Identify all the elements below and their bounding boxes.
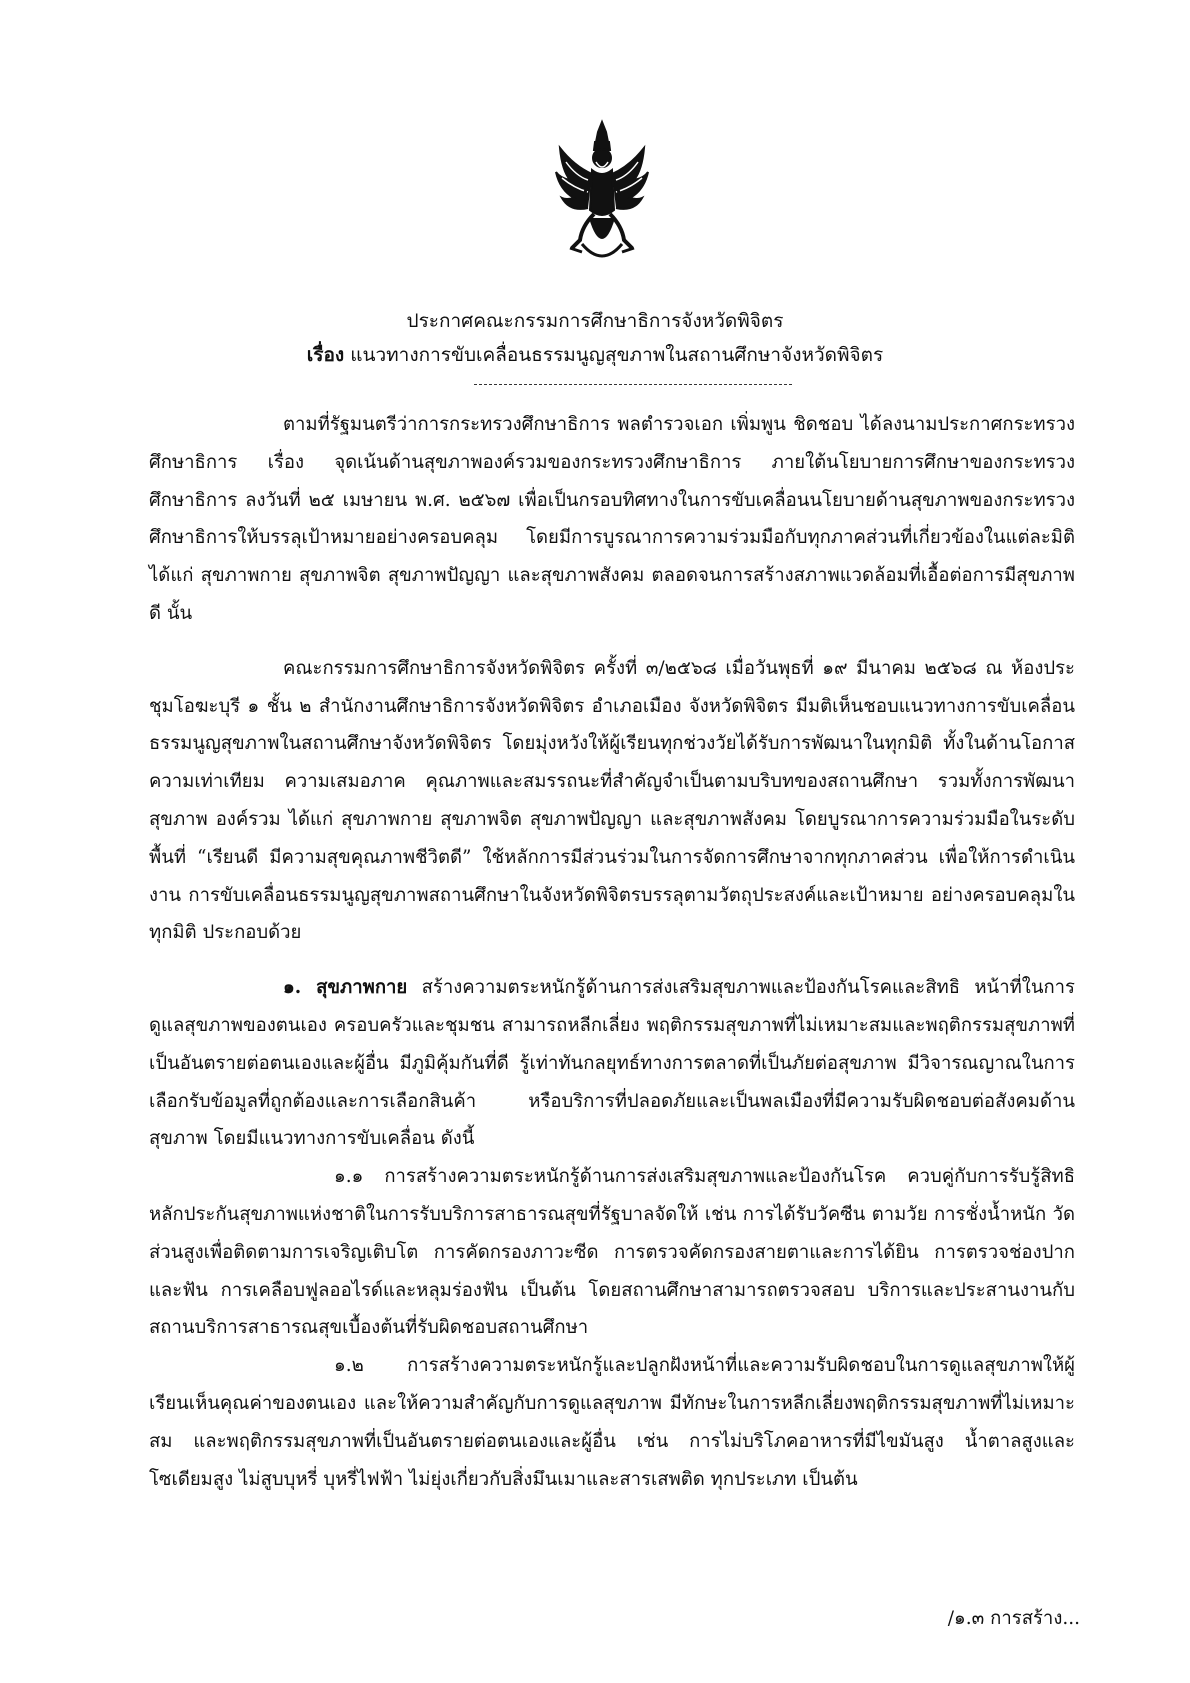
subject-label: เรื่อง xyxy=(306,344,345,366)
paragraph-1: ตามที่รัฐมนตรีว่าการกระทรวงศึกษาธิการ พลตำรวจเอก เพิ่มพูน ชิดชอบ ได้ลงนามประกาศกระทรวงศึกษาธิการ เรื่อง จุดเน้นด้านสุขภาพองค์รวมของกระทรวงศึกษาธิการ ภายใต้นโยบายการศึกษาของกระทรวงศึกษาธิการ ลงวันที่ ๒๕ เมษายน พ.ศ. ๒๕๖๗ เพื่อเป็นกรอบทิศทางในการขับเคลื่อนนโยบายด้านสุขภาพของกระทรวงศึกษาธิการให้บรรลุเป้าหมายอย่างครอบคลุม โดยมีการบูรณาการความร่วมมือกับทุกภาคส่วนที่เกี่ยวข้องในแต่ละมิติ ได้แก่ สุขภาพกาย สุขภาพจิต สุขภาพปัญญา และสุขภาพสังคม ตลอดจนการสร้างสภาพแวดล้อมที่เอื้อต่อการมีสุขภาพดี นั้น xyxy=(149,414,1075,624)
section-1-2: ๑.๒ การสร้างความตระหนักรู้และปลูกฝังหน้าที่และความรับผิดชอบในการดูแลสุขภาพให้ผู้เรียนเห็นคุณค่าของตนเอง และให้ความสำคัญกับการดูแลสุขภาพ มีทักษะในการหลีกเลี่ยงพฤติกรรมสุขภาพที่ไม่เหมาะสม และพฤติกรรมสุขภาพที่เป็นอันตรายต่อตนเองและผู้อื่น เช่น การไม่บริโภคอาหารที่มีไขมันสูง น้ำตาลสูงและโซเดียมสูง ไม่สูบบุหรี่ บุหรี่ไฟฟ้า ไม่ยุ่งเกี่ยวกับสิ่งมึนเมาและสารเสพติด ทุกประเภท เป็นต้น xyxy=(149,1355,1075,1490)
announcement-subject xyxy=(0,338,1190,372)
heading-divider xyxy=(474,384,792,385)
subject-text: แนวทางการขับเคลื่อนธรรมนูญสุขภาพในสถานศึกษาจังหวัดพิจิตร xyxy=(350,344,884,366)
section-1-label: ๑. สุขภาพกาย xyxy=(283,977,408,999)
garuda-emblem-icon xyxy=(552,118,652,273)
continuation-marker: /๑.๓ การสร้าง... xyxy=(947,1608,1080,1629)
section-1-1: ๑.๑ การสร้างความตระหนักรู้ด้านการส่งเสริมสุขภาพและป้องกันโรค ควบคู่กับการรับรู้สิทธิหลักประกันสุขภาพแห่งชาติในการรับบริการสาธารณสุขที่รัฐบาลจัดให้ เช่น การได้รับวัคซีน ตามวัย การชั่งน้ำหนัก วัดส่วนสูงเพื่อติดตามการเจริญเติบโต การคัดกรองภาวะซีด การตรวจคัดกรองสายตาและการได้ยิน การตรวจช่องปากและฟัน การเคลือบฟูลออไรด์และหลุมร่องฟัน เป็นต้น โดยสถานศึกษาสามารถตรวจสอบ บริการและประสานงานกับสถานบริการสาธารณสุขเบื้องต้นที่รับผิดชอบสถานศึกษา xyxy=(149,1166,1075,1339)
paragraph-2: คณะกรรมการศึกษาธิการจังหวัดพิจิตร ครั้งที่ ๓/๒๕๖๘ เมื่อวันพุธที่ ๑๙ มีนาคม ๒๕๖๘ ณ ห้องประชุมโอฆะบุรี ๑ ชั้น ๒ สำนักงานศึกษาธิการจังหวัดพิจิตร อำเภอเมือง จังหวัดพิจิตร มีมติเห็นชอบแนวทางการขับเคลื่อนธรรมนูญสุขภาพในสถานศึกษาจังหวัดพิจิตร โดยมุ่งหวังให้ผู้เรียนทุกช่วงวัยได้รับการพัฒนาในทุกมิติ ทั้งในด้านโอกาส ความเท่าเทียม ความเสมอภาค คุณภาพและสมรรถนะที่สำคัญจำเป็นตามบริบทของสถานศึกษา รวมทั้งการพัฒนาสุขภาพ องค์รวม ได้แก่ สุขภาพกาย สุขภาพจิต สุขภาพปัญญา และสุขภาพสังคม โดยบูรณาการความร่วมมือในระดับพื้นที่ “เรียนดี มีความสุขคุณภาพชีวิตดี” ใช้หลักการมีส่วนร่วมในการจัดการศึกษาจากทุกภาคส่วน เพื่อให้การดำเนินงาน การขับเคลื่อนธรรมนูญสุขภาพสถานศึกษาในจังหวัดพิจิตรบรรลุตามวัตถุประสงค์และเป้าหมาย อย่างครอบคลุมในทุกมิติ ประกอบด้วย xyxy=(149,657,1075,944)
section-1-text: สร้างความตระหนักรู้ด้านการส่งเสริมสุขภาพและป้องกันโรคและสิทธิ หน้าที่ในการดูแลสุขภาพของตนเอง ครอบครัวและชุมชน สามารถหลีกเลี่ยง พฤติกรรมสุขภาพที่ไม่เหมาะสมและพฤติกรรมสุขภาพที่เป็นอันตรายต่อตนเองและผู้อื่น มีภูมิคุ้มกันที่ดี รู้เท่าทันกลยุทธ์ทางการตลาดที่เป็นภัยต่อสุขภาพ มีวิจารณญาณในการเลือกรับข้อมูลที่ถูกต้องและการเลือกสินค้า หรือบริการที่ปลอดภัยและเป็นพลเมืองที่มีความรับผิดชอบต่อสังคมด้านสุขภาพ โดยมีแนวทางการขับเคลื่อน ดังนี้ xyxy=(149,977,1075,1150)
section-1-physical-health xyxy=(149,969,1075,1158)
document-body xyxy=(149,406,1075,1498)
announcement-title: ประกาศคณะกรรมการศึกษาธิการจังหวัดพิจิตร xyxy=(406,310,784,332)
